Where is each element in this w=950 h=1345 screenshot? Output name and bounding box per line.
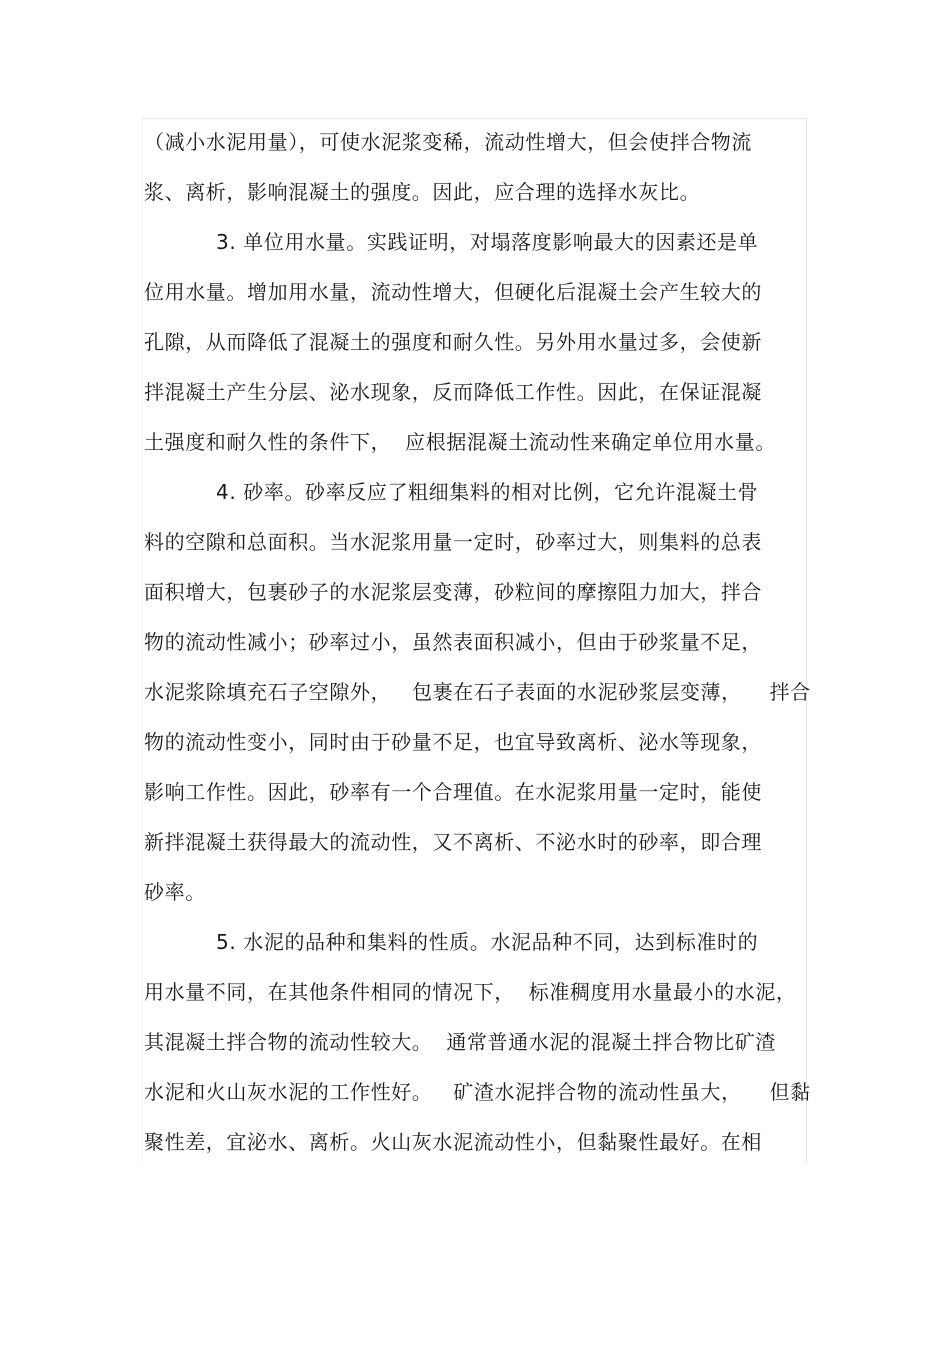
text-line: 水泥和火山灰水泥的工作性好。 矿渣水泥拌合物的流动性虽大， 但黏	[144, 1080, 811, 1104]
text-line: 料的空隙和总面积。当水泥浆用量一定时，砂率过大，则集料的总表	[144, 530, 762, 554]
text-line: 土强度和耐久性的条件下， 应根据混凝土流动性来确定单位用水量。	[144, 430, 776, 454]
text-line: 浆、离析，影响混凝土的强度。因此，应合理的选择水灰比。	[144, 180, 701, 204]
text-line: 砂率。	[144, 880, 206, 904]
text-line: 位用水量。增加用水量，流动性增大，但硬化后混凝土会产生较大的	[144, 280, 762, 304]
text-line: 用水量不同，在其他条件相同的情况下， 标准稠度用水量最小的水泥，	[144, 980, 797, 1004]
text-line: 聚性差，宜泌水、离析。火山灰水泥流动性小，但黏聚性最好。在相	[144, 1130, 762, 1154]
text-line: 拌混凝土产生分层、泌水现象，反而降低工作性。因此，在保证混凝	[144, 380, 762, 404]
text-line: 水泥浆除填充石子空隙外， 包裹在石子表面的水泥砂浆层变薄， 拌合	[144, 680, 811, 704]
text-line: 影响工作性。因此，砂率有一个合理值。在水泥浆用量一定时，能使	[144, 780, 762, 804]
text-line: 孔隙，从而降低了混凝土的强度和耐久性。另外用水量过多，会使新	[144, 330, 762, 354]
text-line: （减小水泥用量），可使水泥浆变稀，流动性增大，但会使拌合物流	[144, 130, 752, 154]
text-line: 物的流动性减小；砂率过小，虽然表面积减小，但由于砂浆量不足，	[144, 630, 762, 654]
paragraph-heading-5: 5. 水泥的品种和集料的性质。水泥品种不同，达到标准时的	[216, 930, 759, 954]
paragraph-heading-3: 3. 单位用水量。实践证明，对塌落度影响最大的因素还是单	[216, 230, 759, 254]
paragraph-heading-4: 4. 砂率。砂率反应了粗细集料的相对比例，它允许混凝土骨	[216, 480, 759, 504]
text-line: 其混凝土拌合物的流动性较大。 通常普通水泥的混凝土拌合物比矿渣	[144, 1030, 776, 1054]
text-line: 新拌混凝土获得最大的流动性，又不离析、不泌水时的砂率，即合理	[144, 830, 762, 854]
text-line: 物的流动性变小，同时由于砂量不足，也宜导致离析、泌水等现象，	[144, 730, 762, 754]
text-line: 面积增大，包裹砂子的水泥浆层变薄，砂粒间的摩擦阻力加大，拌合	[144, 580, 762, 604]
